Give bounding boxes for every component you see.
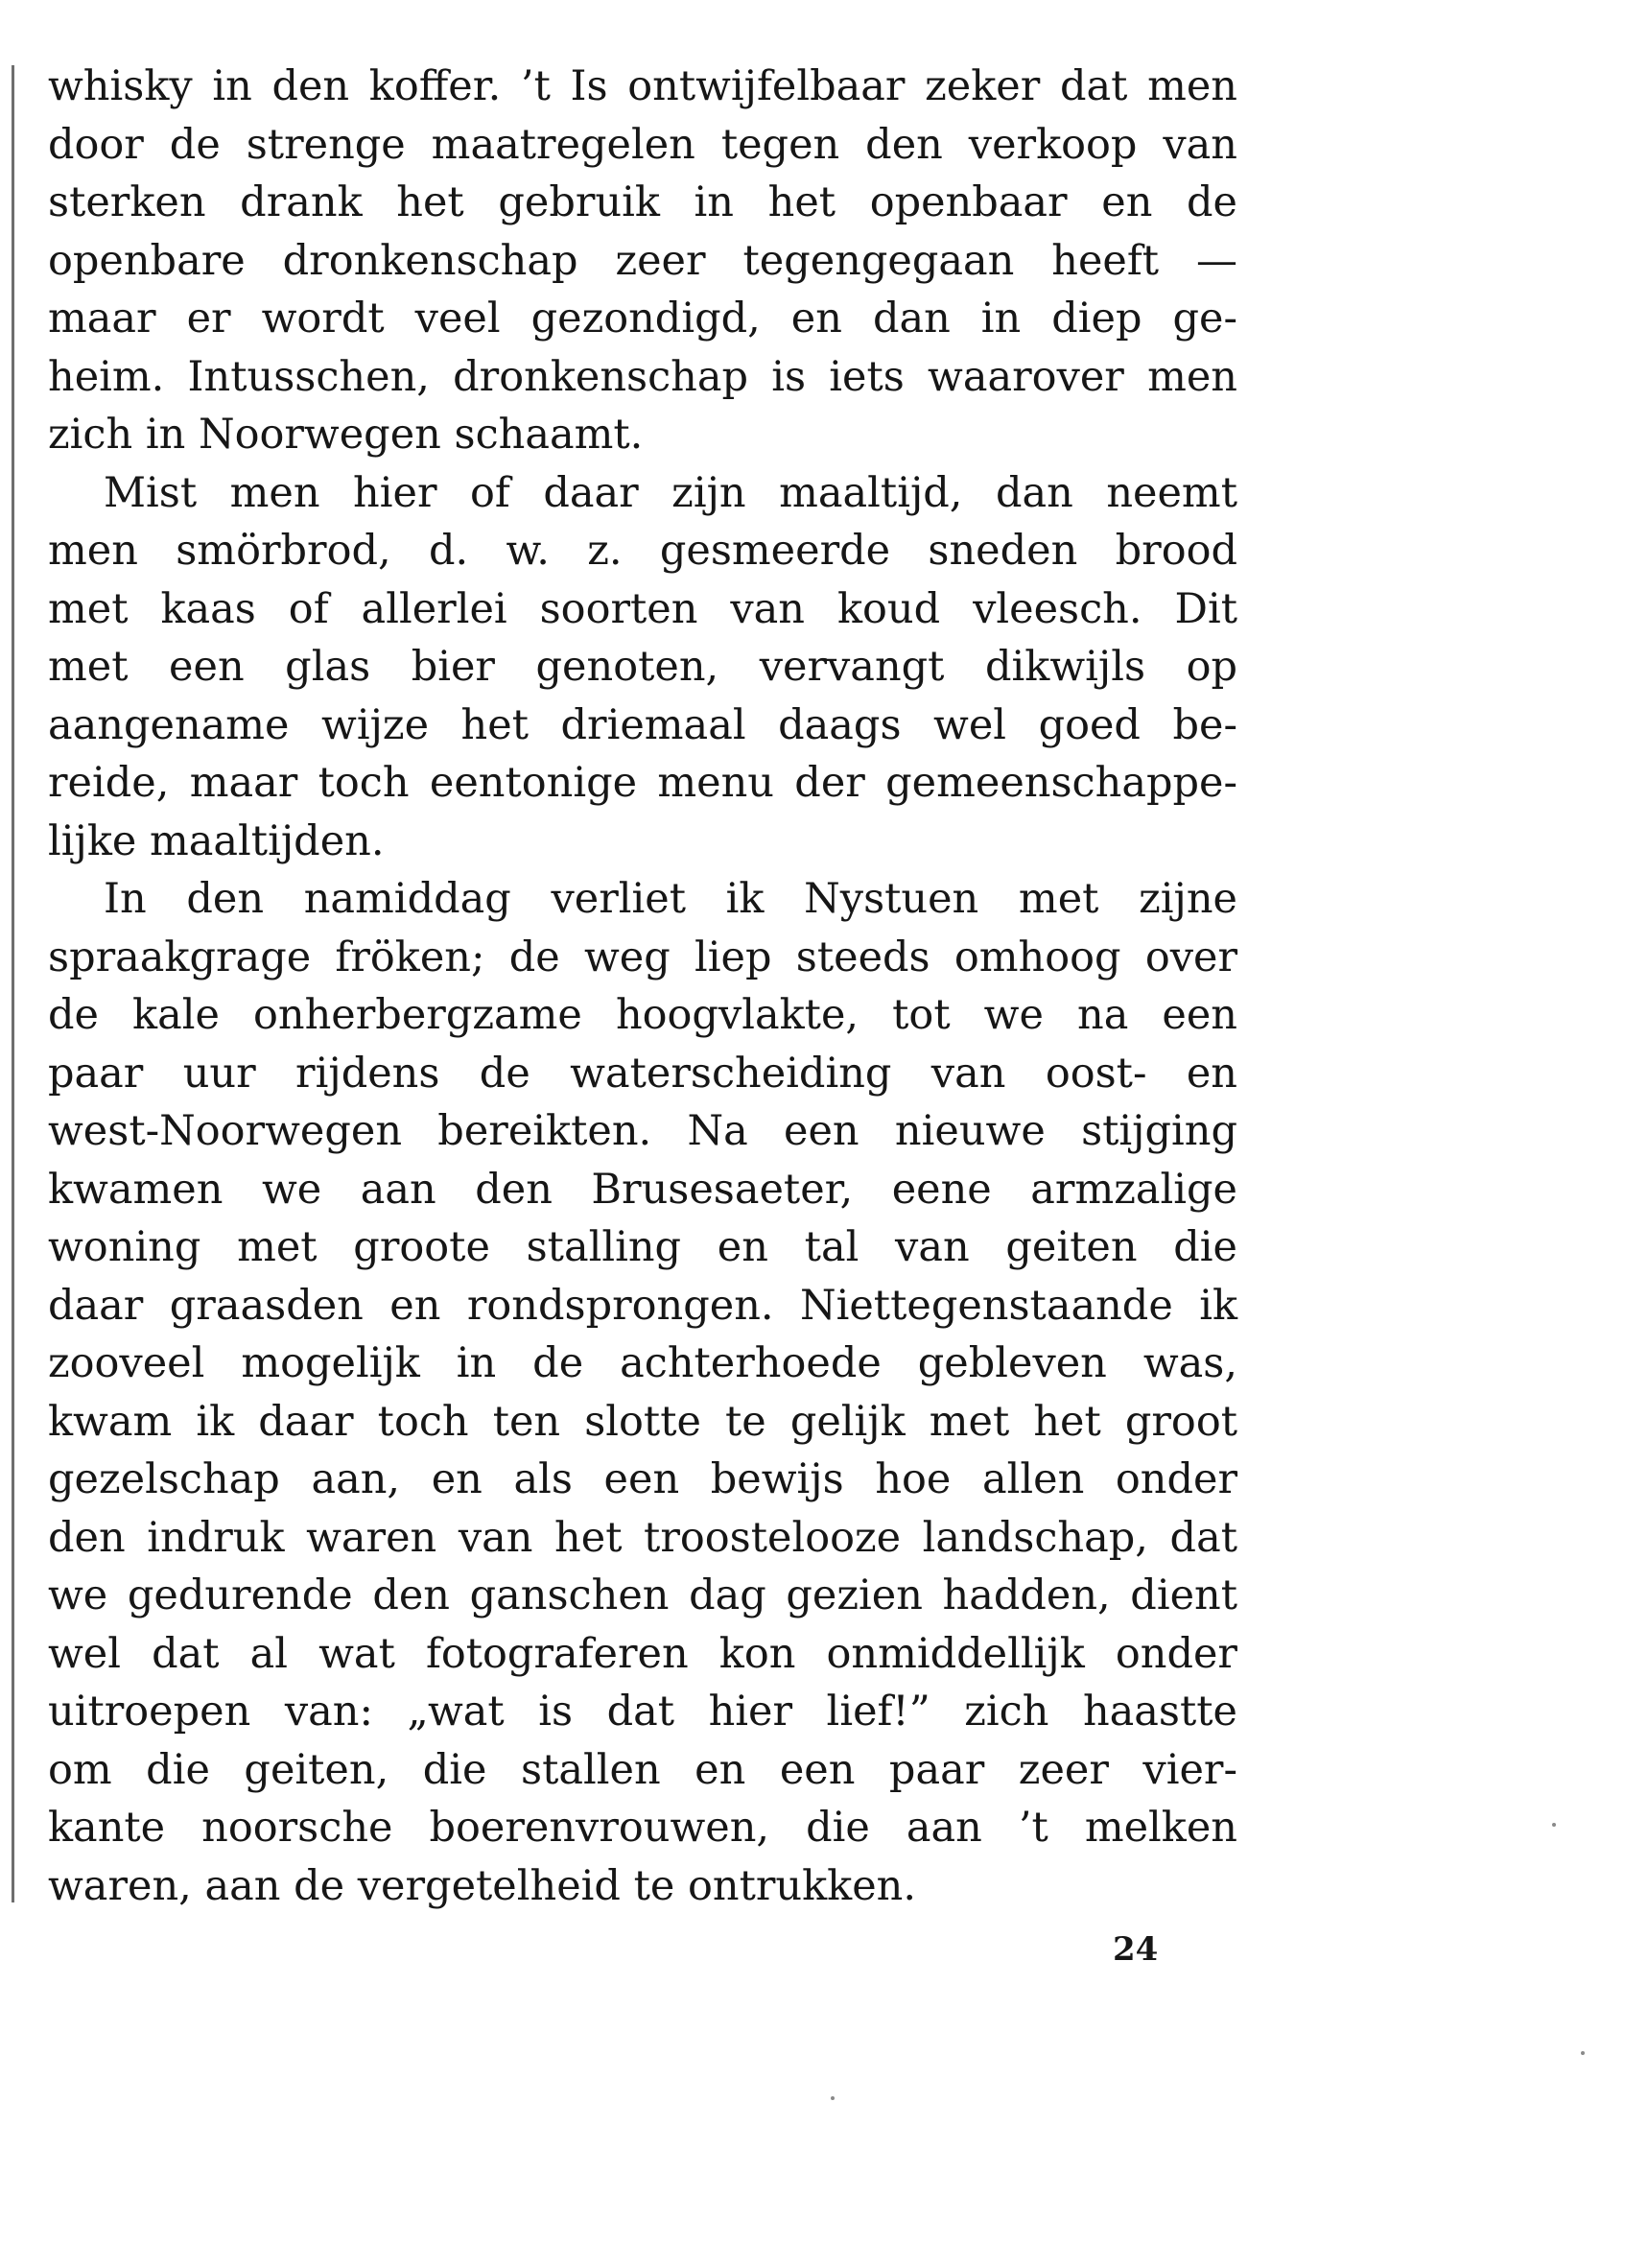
- text-line: zooveel mogelijk in de achterhoede gebleven was,: [48, 1339, 1237, 1387]
- text-line: spraakgrage fröken; de weg liep steeds omhoog over: [48, 933, 1237, 981]
- text-line: men smörbrod, d. w. z. gesmeerde sneden brood: [48, 527, 1237, 575]
- text-line: maar er wordt veel gezondigd, en dan in diep ge-: [48, 295, 1237, 343]
- text-line: daar graasden en rondsprongen. Niettegenstaande ik: [48, 1281, 1237, 1330]
- text-line: wel dat al wat fotograferen kon onmiddellijk onder: [48, 1629, 1237, 1678]
- text-line: reide, maar toch eentonige menu der gemeenschappe-: [48, 759, 1237, 807]
- text-line: heim. Intusschen, dronkenschap is iets waarover men: [48, 352, 1237, 401]
- text-line: lijke maaltijden.: [48, 816, 385, 865]
- text-line: uitroepen van: „wat is dat hier lief!” zich haastte: [48, 1688, 1237, 1736]
- paper-speck: [1581, 2051, 1585, 2055]
- text-line: whisky in den koffer. ’t Is ontwijfelbaar zeker dat men: [48, 62, 1237, 110]
- text-line: met een glas bier genoten, vervangt dikwijls op: [48, 643, 1237, 691]
- text-line: In den namiddag verliet ik Nystuen met zijne: [104, 875, 1237, 923]
- page-number: 24: [1113, 1930, 1159, 1969]
- text-line: waren, aan de vergetelheid te ontrukken.: [48, 1861, 917, 1910]
- text-line: woning met groote stalling en tal van geiten die: [48, 1223, 1237, 1271]
- paper-speck: [831, 2096, 835, 2100]
- text-line: west-Noorwegen bereikten. Na een nieuwe stijging: [48, 1107, 1237, 1155]
- text-line: den indruk waren van het troostelooze landschap, dat: [48, 1513, 1237, 1562]
- text-line: we gedurende den ganschen dag gezien hadden, dient: [48, 1571, 1237, 1619]
- text-line: kwamen we aan den Brusesaeter, eene armzalige: [48, 1165, 1237, 1214]
- text-line: met kaas of allerlei soorten van koud vleesch. Dit: [48, 584, 1237, 633]
- text-line: zich in Noorwegen schaamt.: [48, 411, 644, 459]
- text-line: Mist men hier of daar zijn maaltijd, dan neemt: [104, 468, 1237, 517]
- text-line: door de strenge maatregelen tegen den verkoop van: [48, 120, 1237, 169]
- text-line: openbare dronkenschap zeer tegengegaan heeft —: [48, 236, 1237, 285]
- left-margin-rule: [12, 65, 14, 1902]
- text-line: de kale onherbergzame hoogvlakte, tot we na een: [48, 991, 1237, 1039]
- text-line: gezelschap aan, en als een bewijs hoe allen onder: [48, 1455, 1237, 1503]
- text-line: aangename wijze het driemaal daags wel goed be-: [48, 700, 1237, 749]
- text-line: kante noorsche boerenvrouwen, die aan ’t melken: [48, 1804, 1237, 1852]
- text-line: paar uur rijdens de waterscheiding van oost- en: [48, 1049, 1237, 1098]
- body-text: [48, 58, 1237, 1915]
- text-line: om die geiten, die stallen en een paar zeer vier-: [48, 1745, 1237, 1794]
- paper-speck: [1552, 1823, 1556, 1827]
- text-line: kwam ik daar toch ten slotte te gelijk met het groot: [48, 1397, 1237, 1446]
- text-line: sterken drank het gebruik in het openbaar en de: [48, 178, 1237, 226]
